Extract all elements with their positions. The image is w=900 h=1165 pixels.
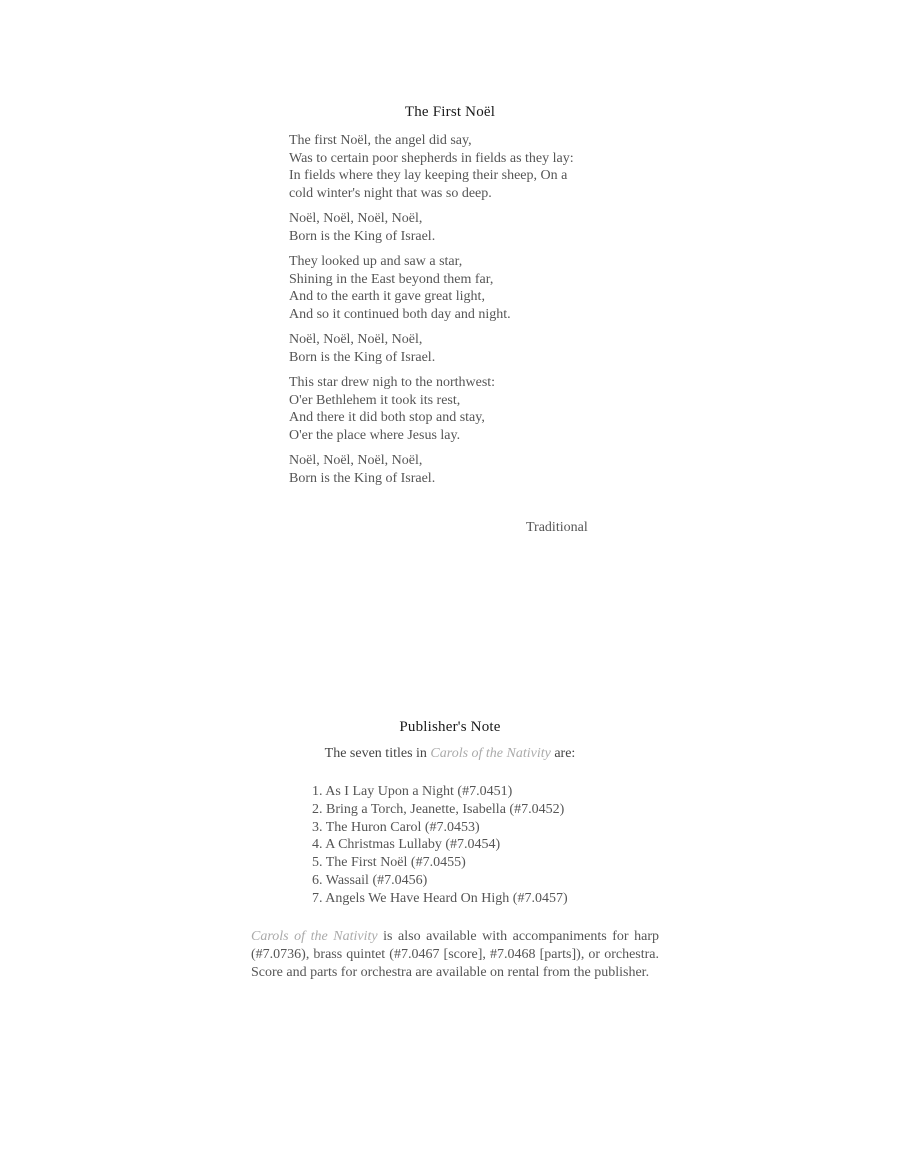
refrain-3 [289,452,619,487]
song-credit: Traditional [526,520,588,535]
refrain-1 [289,210,619,245]
refrain-2 [289,331,619,366]
lyric-line: This star drew nigh to the northwest: [289,375,496,390]
lyric-line: Was to certain poor shepherds in fields as they lay: [289,150,574,166]
stanza-3 [289,374,619,444]
list-item: 4. A Christmas Lullaby (#7.0454) [312,837,501,853]
stanza-1 [289,132,619,202]
lyric-line: cold winter's night that was so deep. [289,185,492,201]
intro-prefix: The seven titles in [324,746,431,761]
lyric-line: Shining in the East beyond them far, [289,271,494,287]
lyrics [289,132,619,495]
intro-suffix: are: [550,746,576,761]
stanza-2 [289,253,619,323]
lyric-line: Born is the King of Israel. [289,228,436,244]
list-item: 3. The Huron Carol (#7.0453) [312,819,480,835]
lyric-line: The first Noël, the angel did say, [289,133,472,148]
lyric-line: Noël, Noël, Noël, Noël, [289,211,423,226]
lyric-line: And to the earth it gave great light, [289,289,485,304]
lyric-line: And so it continued both day and night. [289,306,511,322]
lyric-line: Noël, Noël, Noël, Noël, [289,332,423,347]
lyric-line: O'er Bethlehem it took its rest, [289,392,461,408]
list-item: 1. As I Lay Upon a Night (#7.0451) [312,784,513,799]
list-item: 7. Angels We Have Heard On High (#7.0457) [312,890,568,906]
list-item: 2. Bring a Torch, Jeanette, Isabella (#7.0452) [312,801,565,817]
availability-text: is also available with accompaniments for harp (#7.0736), brass quintet (#7.0467 [score], #7.0468 [parts]), or orchestra. Score and parts for orchestra are available on rental from the publisher. [251,929,659,980]
lyric-line: In fields where they lay keeping their sheep, On a [289,168,568,183]
lyric-line: Born is the King of Israel. [289,349,436,365]
availability-collection-title: Carols of the Nativity [251,929,378,944]
availability-paragraph [251,928,659,981]
publishers-note-title: Publisher's Note [399,719,501,735]
lyric-line: O'er the place where Jesus lay. [289,427,461,443]
lyric-line: Born is the King of Israel. [289,470,436,486]
lyric-line: Noël, Noël, Noël, Noël, [289,453,423,468]
song-title: The First Noël [404,104,496,120]
titles-intro [0,746,900,762]
collection-title: Carols of the Nativity [430,746,551,761]
list-item: 6. Wassail (#7.0456) [312,872,428,888]
lyric-line: And there it did both stop and stay, [289,410,485,425]
list-item: 5. The First Noël (#7.0455) [312,855,466,871]
lyric-line: They looked up and saw a star, [289,254,463,269]
titles-list [312,783,568,908]
